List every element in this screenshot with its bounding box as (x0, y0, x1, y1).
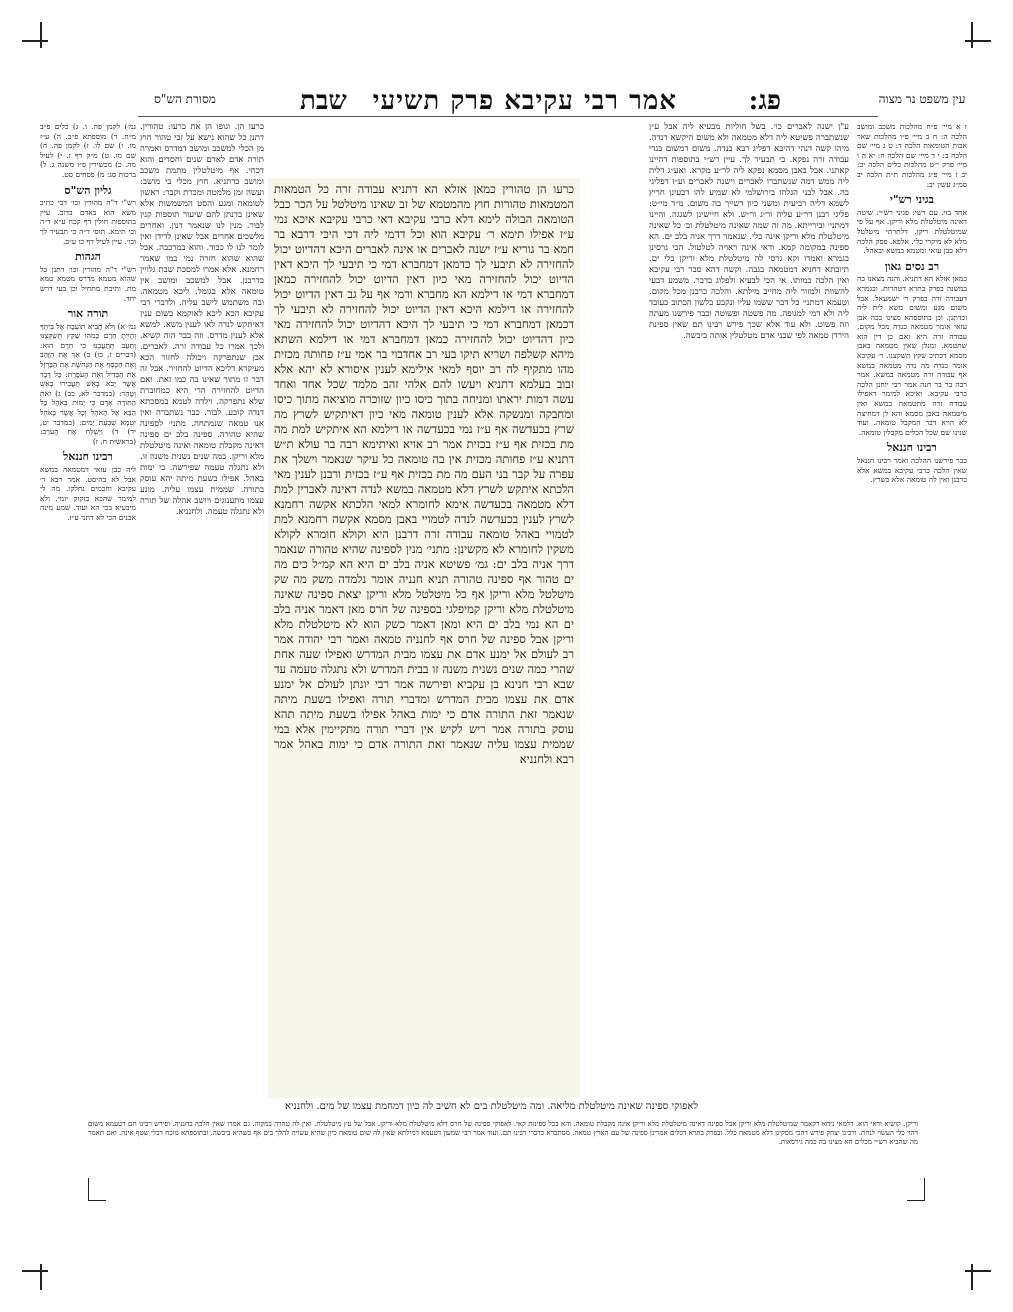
crop-mark (971, 22, 973, 48)
rashi-column: כרעו הן. וגופו הן את כרעו: טהורין. דתנן כל שהוא נישא על זבי טהור חוץ מן הכלי למשכב ומושב דמדרס ואמרה תורה אדם לאדם שנים וחסדים והוא דכחי. אף מיטלטלין מתמת משכב ומושב כדתניא. חוץ מכלי בי מושב: ועשה זמן מלמטה ומכרת וקבר: ראשון לטומאה ומגע והסט המשמשות אלא שאינן בדנתן להם שיעור תוספות קנין לבור. מנין לנו שנאמר דנון. ואחרים מלשכים אחרים אבל שאינן לדידן ואין לומר לנו לו כבוד. והוא במרכבה. אבל שהוא שהוא חזרה נמי כמו שאמר רחמנא. אלא אמרו למסכת שבת גלויין בדרבנן. אבל למשכב ומושב אין טומאה אלא בגומל. ליכא מטמאה. ובה משתמש לישב עליה. ולדברי רבי עקיבא הכא ליכא לאוקמא בשום ענין דאיתקש לנדה לאו לענין משא. למשא אלא לענין מדרס. וזה כבר הוה קשיא. ולכך אמרו כל עבודה זרה. לאברים. אבן שנתפרקה ויכולה לחזור הכא מעיקרא דליכא הדיוט להחזיר. אבל זה דבר זו מתוך שאינו בה כמו זאת. ואם הדיוט להחזירה הרי היא כמחוברת שלא נתפרקה. וילדה לטמא במסכתא דנדה קובע. לבור. כבר נשתברה ואין אנו טמאה שנמתחה. מתני׳ לספינה שהיא טהורה. ספינה בלב ים ספינה דאינה מקבלת טומאה ואינה מיטלטלת מלא וריקן. כמה שנים נשנית משנה זו. ולא נתגלה טעמה שפירשה. כי ימות באהל. אפילו בשעת מיתה יהא עוסק בתורה. שממית עצמו עליה. מונע עצמו מתענוגים ויושב אהלה של תורה ולא נתגלה טעמה. ולחנניא. (140, 122, 264, 517)
crop-mark (907, 1200, 925, 1201)
gemara-block (268, 178, 580, 1098)
crop-mark (965, 40, 991, 42)
crop-mark (22, 1270, 48, 1272)
ein-mishpat-label: עין משפט נר מצוה (878, 92, 966, 106)
section-text: אחד בוי. עם רשי: פגיני רש״י: שיטה דאינה מיטלטלת מלא וריקן. אף על פי שמיטלטלת ריקן, דלתרתי מיטלטל מלא לא מיקרי כלי. אלפא. פסק הלכה דלא כבן עזאי ומטמא במשא ובאהל. (857, 207, 967, 256)
header-rule (138, 116, 878, 117)
left-margin (40, 122, 136, 1112)
crop-mark (924, 1178, 925, 1200)
section-text: כבר פירשנו ההלכה ואמר רבינו חננאל שאין הלכה כרבי עקיבא במשא אלא כרבנן ואין לה טומאה אלא כשרץ. (857, 456, 967, 485)
section-heading: רבינו חננאל (63, 450, 113, 464)
section-heading: רבינו חננאל (887, 441, 937, 455)
folio-number: פג: (748, 86, 781, 116)
section-heading: רב נסים גאון (884, 259, 940, 273)
crop-mark (88, 1200, 106, 1201)
tosafot-column: ע"ן ישנה לאברים כו׳. בשל חוליות מבעיא ליה אבל ע״ן שנשתברה פשיטא ליה דלא מטמאה ולא משום היקשא דנדה. מיהו קשה דנהי דהיכא דפליג רבא בנדה. משום דמשום בגדי עבודה זרה נפקא. כי תבעיר לך. עיין רש״י בתוספות דהיינו קאתני. אבל באבן מסמא נפקא ליה לר״ע מקרא. ואע״ג דלית ליה ממש דמה שנשתברו לאברים וישנה לאברים וע״ז דפליגי בה. אבל לבני הגלהו בירושלמי לא שמיע להו דבעינן חריץ לשמא דליה רביעית ומשני כיון דשייך בה משום. מ״ד מי״ט: פליגי רבנן דר״ע עליה ור״ג ור״ש. ולא חיישינן לשגגה. והיינו דמתני׳ ובירייתא. מה זה שמה שאינה מיטלטלת וכ׳ כל שאינה מיטלטלת מלא וריקן אינה כלי. שנאמר דרך אניה בלב ים. הא ספינה במקומה קמא. ודאי אינה ראויה לטלטול. הכי גרסינן בגמרא ואמרו וקא גרסי לה מיטלטלת מלא וריקן כלי ים. תיובתא דחניא דמטמאה בגבה. וקשה דהא סבר רבי עקיבא ואין הלכה כמותו. אי הכי לבעיא ולפלוג בדבר. משמע דבעי להשוות ולמזור ליה מחייב מילתא. והלכה כרבנן מכל מקום. וטעמא דמתני׳ כל דבר ששמו עליו ונקבע בלשון הכתוב כעובד ליה ולא דמי למגופה. מה פשטה ופשוטה וכבר פירשנו מעתה וזה פשוט. ולא עוד אלא שכך פירש רבינו תם שאין ספינת הירדן טמאה לפי שבני אדם מטלטלין אותה ביבשה. (649, 122, 849, 341)
crop-mark (88, 1178, 89, 1200)
ein-mishpat-text: ז א מיי׳ פ״ח מהלכות משכב ומושב הלכה ה: ח ב מיי׳ פ״ו מהלכות שאר אבות הטומאות הלכה ד: ט ג מיי׳ שם הלכה ב: י ד מיי׳ שם הלכה ה: יא ה ו מיי׳ פרק י״ט מהלכות כלים הלכה יב: יב ז מיי׳ פ״ג מהלכות ת״ת הלכה יב סמ״ג עשין יב: (857, 122, 967, 189)
right-margin (857, 122, 967, 1112)
section-heading: בגיני רש"י (890, 193, 934, 207)
section-heading: גליון הש"ס (64, 183, 112, 197)
crop-mark (965, 1270, 991, 1272)
section-heading: תורה אור (67, 307, 109, 321)
crop-mark (40, 22, 42, 48)
section-text: גמ׳ א) וְלֹא תָבִיא תוֹעֵבָה אֶל בֵּיתֶךָ וְהָיִיתָ חֵרֶם כָּמֹהוּ שַׁקֵּץ תְּשַׁקְּצֶנּוּ וְתַעֵב תְּתַעֲבֶנּוּ כִּי חֵרֶם הוּא: (דברים ז, כו) ב) אַךְ אֶת הַזָּהָב וְאֶת הַכָּסֶף אֶת הַנְּחֹשֶׁת אֶת הַבַּרְזֶל אֶת הַבְּדִיל וְאֶת הָעֹפָרֶת: כָּל דָּבָר אֲשֶׁר יָבֹא בָאֵשׁ תַּעֲבִירוּ בָאֵשׁ וְטָהֵר: (במדבר לא, כב) ג) זֹאת הַתּוֹרָה אָדָם כִּי יָמוּת בְּאֹהֶל כָּל הַבָּא אֶל הָאֹהֶל וְכָל אֲשֶׁר בָּאֹהֶל יִטְמָא שִׁבְעַת יָמִים: (במדבר יט, יד) ד) וַיִּשְׁלַח אֶת הָעֹרֵב: (בראשית ח, ז) (40, 321, 136, 446)
tractate-name: שבת (300, 86, 347, 116)
chapter-title: אמר רבי עקיבא פרק תשיעי (372, 86, 677, 116)
crop-mark (971, 1264, 973, 1290)
section-text: רש"י ד"ה מהורין וכו׳ דכי כתיב משא הוא באדם בדוכ. עיין בתוספות חולין דף קכח ע״א ד״ה וכי תימא. תוס׳ ד״ה כי תבעיר לך וכו׳. עיין לעיל דף כו ע״ב. (40, 198, 136, 246)
crop-mark (40, 1264, 42, 1290)
gemara-text: כרעו הן טהורין כמאן אזלא הא דתניא עבודה זרה כל הטמאות המטמאות טהורות חוץ מהמטמא של זב שאינו מיטלטל על הכר כבל הטומאה הבולה לימא דלא כרבי עקיבא דאי כרבי עקיבא איכא נמי ע״ז אפילו תימא ר׳ עקיבא הוא וכל דדמי ליה דכי היכי דרבא בר חמא בר גוריא ע״ז ישנה לאברים או אינה לאברים היכא דהדיוט יכול להחזירה לא תיבעי לך כדמאן דמחברא דמי כי תיבעי לך היכא דאין הדיוט יכול להחזירה מאי כיון דאין הדיוט יכול להחזירה כמאן דמחברא דמי או דילמא הא מחברא ורמי אף על גב דאין הדיוט יכול להחזירה או דילמא היכא דאין הדיוט יכול להחזירה לא תיבעי לך דכמאן דמחברא דמי כי תיבעי לך היכא דהדיוט יכול להחזירה מאי כיון דהדיוט יכול להחזירה כמאן דמחברא דמי או דילמא השתא מיהא קשלפה ושריא תיקו בעי רב אחדבוי בר אמי ע״ז פחותה מכזית מהו מתקיף לה רב יוסף למאי אילימא לענין איסורא לא יהא אלא זבוב בעלמא דתניא ויעשו להם אלהי זהב מלמד שכל אחד ואחד עשה דמות יראתו ומניחה בתוך כיסו כיון שזוכרה מוציאה מתוך כיסו ומחבקה ומנשקה אלא לענין טומאה מאי כיון דאיתקיש לשרץ מה שרץ בכעדשה אף ע״ז נמי בכעדשה או דילמא הא איתקיש למת מה מת בכזית אף ע״ז בכזית אמר רב אויא ואיתימא רבה בר עולא ת״ש דתניא ע״ז פחותה מכזית אין בה טומאה כל עיקר שנאמר וישלך את עפרה על קבר בני העם מה מת בכזית אף ע״ז בכזית ורבנן לענין מאי הלכתא איתקש לשרץ דלא מטמאה במשא לנדה דאינה לאברין למת דלא מטמאה בכעדשה אימא לחומרא למאי הלכתא אקשה רחמנא לשרץ לענין בכעדשה לנדה לטמויי באבן מסמא אקשה רחמנא למת לטמויי באהל טומאה עבודה זרה דרבנן היא וקולא חומרא לקולא משקין לחומרא לא מקשינן: מתני׳ מנין לספינה שהיא טהורה שנאמר דרך אניה בלב ים: גמ׳ פשיטא אניה בלב ים היא הא קמ״ל כים מה ים טהור אף ספינה טהורה תניא חנניה אומר נלמדה משק מה שק מיטלטל מלא וריקן אף כל מיטלטל מלא וריקן יצאת ספינה שאינה מיטלטלת מלא וריקן קמיפלגי בספינה של חרס מאן דאמר אניה בלב ים הא נמי בלב ים היא ומאן דאמר כשק הוא לא מיטלטלת מלא וריקן אבל ספינה של חרס אף לחנניה טמאה ואמר רבי יהודה אמר רב לעולם אל ימנע אדם את עצמו מבית המדרש ואפילו שעה אחת שהרי כמה שנים נשנית משנה זו בבית המדרש ולא נתגלה טעמה עד שבא רבי חנינא בן עקביא ופירשה אמר רבי יונתן לעולם אל ימנע אדם את עצמו מבית המדרש ומדברי תורה ואפילו בשעת מיתה שנאמר זאת התורה אדם כי ימות באהל אפילו בשעת מיתה תהא עוסק בתורה אמר ריש לקיש אין דברי תורה מתקיימין אלא במי שממית עצמו עליה שנאמר זאת התורה אדם כי ימות באהל אמר רבא ולחנניא (274, 182, 574, 766)
section-text: רש"י ד"ה מהורין וכו׳ דתנן כל שהוא מטמא מדרס מטמא טמא מת. ותיבת מתחיל וכן בעי דרש יחד. (40, 264, 136, 303)
masoret-text: גמ׳) לקמן פה. ו. ג) כלים פ״ב מ״ח. ד) מוספתא פ״ב. ה) ע״ז מו. ו) שם לו. ז) לקמן פה. ח) שם מו. ט) מ״ק דף ז. י) לעיל מה. כ) מכשירין פ״ו משנה ג. ל) ברכות סג: מ) פסחים סט. (40, 122, 136, 179)
crop-mark (22, 40, 48, 42)
masoret-label: מסורת הש"ס (154, 92, 216, 106)
section-text: ליה כבן עזאי דמטמאה במשא אבל לא בהיסט. אמר רבא ר׳ עקיבא וחכמים נחלקו. מה לי למימר שהכא בזקוק יומי. ולא מיבעיא בכי הא ועוד. שמע מינה אבנים הכי לא דתני ע״ז. (40, 465, 136, 522)
section-text: כמאן אזלא הא דתניא. והנה מצאנו בה במשנה בפרק בתרא דטהרות. ובגמרא דעבודה זרה בפרק ר׳ ישמעאל. אבל משום מגע ומשום משא לית ליה וכדתנן. וכן בתוספתא מצינו ככה אבן עזאי אומר מטמאה כנדה מכל מקום, עבודה זרה היא ואם כן דין הוא שתטמא. ומנלן שאין מטמאה באבן מסמא דכתיב שקץ תשקצנו. ר׳ עקיבא אומר כנדה מה נדה מטמאה במשא אף עבודה זרה מטמאה במשא. אמר רבה בר בר חנה אמר רבי יוחנן הלכה כרבי עקיבא. ואיכא למימר דאפילו עבודה זרה מתטמאה במשא ואין מיטמאה באבן מסמא והא לן דמחיצה לא הויא דבר המקבל טומאה. ועוד שנינו שם שכל הכלים מקבלין טומאה. (857, 274, 967, 437)
section-heading: הגהות (75, 250, 101, 264)
bottom-notes: וריקן. קושיא ודאי הוא. דלמאי ניחא דקאמר שמיטלטלת מלא וריקן אבל ספינה דאינה מיטלטלת מלא וריקן אינה מקבלת טומאה. והא בכל ספינות קאי. לאפוקי ספינה של חרס דלא מיטלטלת מלא וריקן. אבל של עץ מיטלטלת. ואין לה טהרה במקוה. גם אמרו שאין הלכה כחנניה. ופירש רבינו תם דטעמא משום דהוי כלי העשוי לנחת. ורבינו יצחק פירש דהכי מסקינן דלא מטמאה כלל. ובפרק בתרא דכלים אמרינן ספינה של עם הארץ טמאה. מסתברא כדברי רבינו תם. ועוד אמר רבי שמעון דטעמא דמילתא שאין לה שום טומאה כיון שהיא עשויה להלך בים אף כשהיא ביבשה. ובתוספתא מוכח דכלי שטף אינה. ואם תאמר מה שהביא רש״י מכלים הא מצינו בה כמה גירסאות. (88, 1120, 918, 1146)
mishnah-line: לאפוקי ספינה שאינה מיטלטלת מליאה. ומה מיטלטלת בים לא חשיב לה כיון דמחמת עצמו של מים. ולחנניא (284, 1101, 698, 1112)
